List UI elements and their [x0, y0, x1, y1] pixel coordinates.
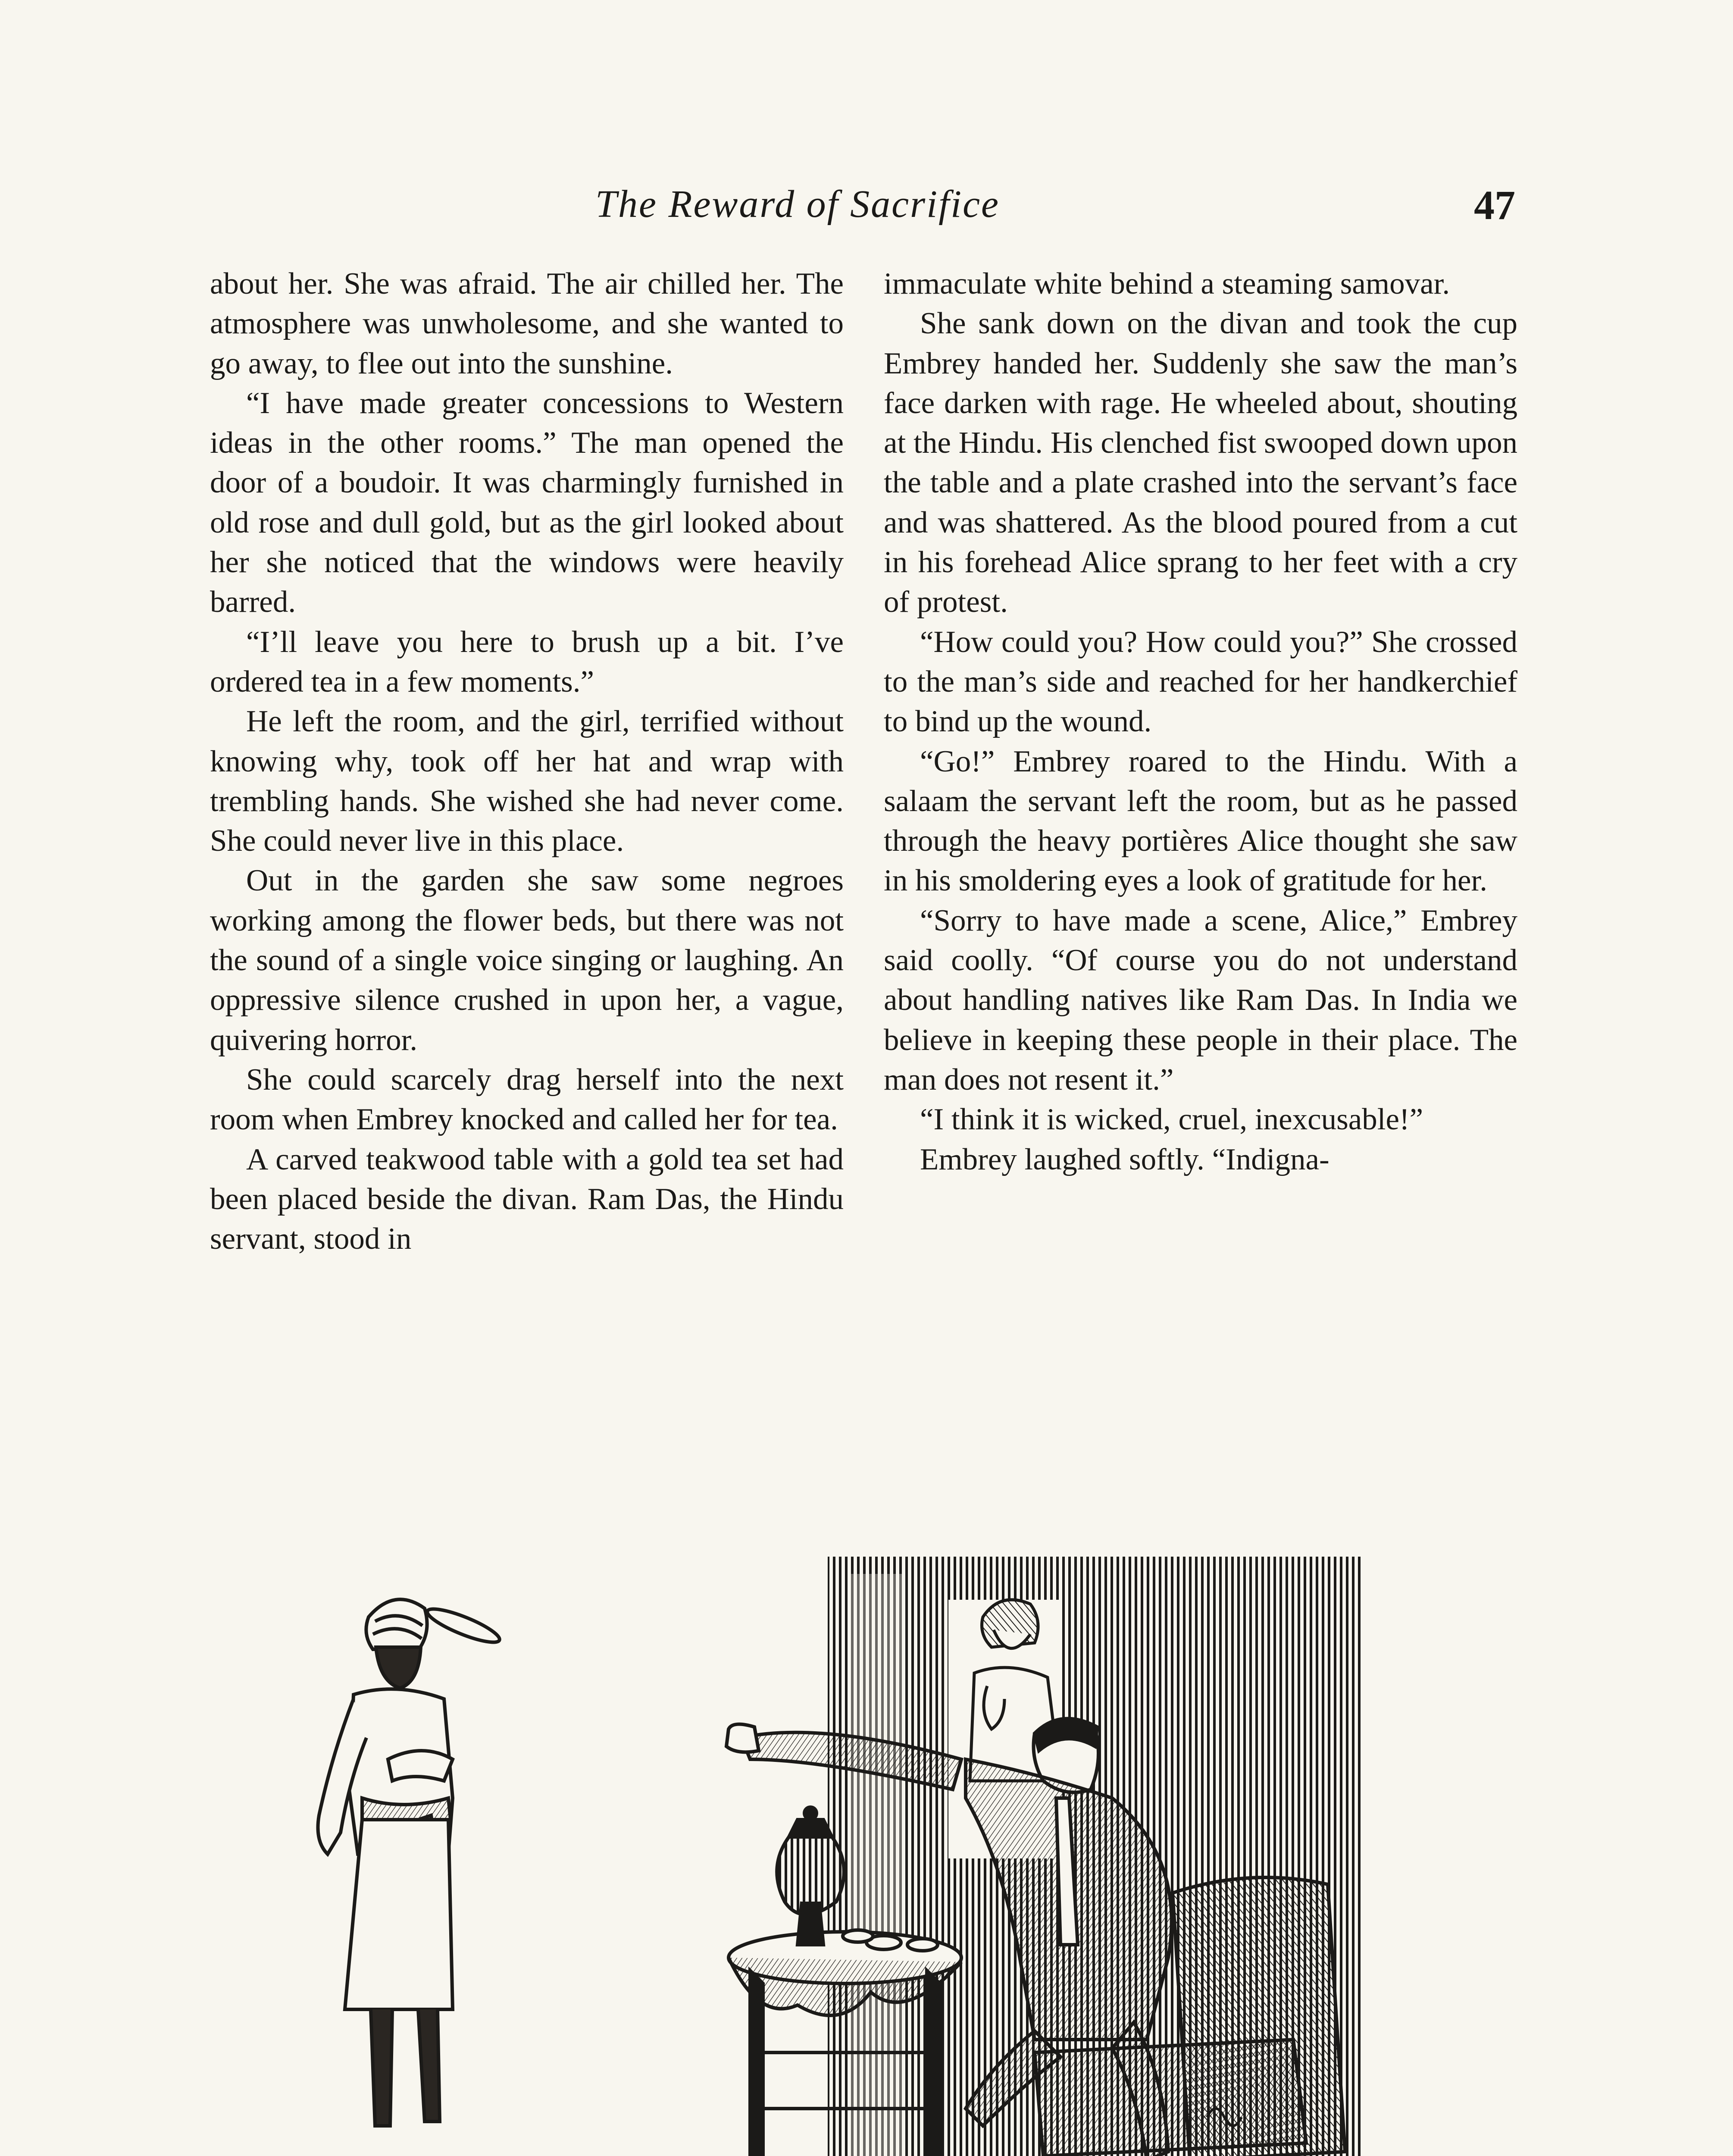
paragraph: Out in the garden she saw some negroes working among the flower beds, but there was not the sound of a single voice singing or laughing. An oppressive silence crushed in upon her, a vague, quivering horror. [210, 864, 844, 1057]
paragraph: She sank down on the divan and took the cup Embrey handed her. Suddenly she saw the man’s face darken with rage. He wheeled about, shouting at the Hindu. His clenched fist swooped down upon the table and a plate crashed into the servant’s face and was shattered. As the blood poured from a cut in his forehead Alice sprang to her feet with a cry of protest. [884, 307, 1517, 619]
paragraph: “I have made greater concessions to Western ideas in the other rooms.” The man opened the door of a boudoir. It was charmingly furnished in old rose and dull gold, but as the girl looked about her she noticed that the windows were heavily barred. [210, 386, 844, 619]
paragraph: “How could you? How could you?” She crossed to the man’s side and reached for her handkerchief to bind up the wound. [884, 625, 1517, 739]
paragraph: He left the room, and the girl, terrified without knowing why, took off her hat and wrap with trembling hands. She wished she had never come. She could never live in this place. [210, 705, 844, 858]
paragraph: immaculate white behind a steaming samovar. [884, 267, 1450, 301]
paragraph: A carved teakwood table with a gold tea set had been placed beside the divan. Ram Das, the Hindu servant, stood in [210, 1142, 844, 1256]
paragraph: She could scarcely drag herself into the next room when Embrey knocked and called her for tea. [210, 1062, 844, 1137]
hindu-servant-figure [318, 1599, 503, 2126]
paragraph: “Sorry to have made a scene, Alice,” Embrey said coolly. “Of course you do not understand about handling natives like Ram Das. In India we believe in keeping these people in their place. The man does not resent it.” [884, 903, 1517, 1097]
page-number: 47 [1474, 182, 1515, 228]
paragraph: “I’ll leave you here to brush up a bit. I’ve ordered tea in a few moments.” [210, 625, 844, 699]
running-title: The Reward of Sacrifice [595, 183, 1000, 226]
paragraph: Embrey laughed softly. “Indigna- [920, 1142, 1329, 1176]
paragraph: “Go!” Embrey roared to the Hindu. With a salaam the servant left the room, but as he passed through the heavy portières Alice thought she saw in his smoldering eyes a look of gratitude for her. [884, 744, 1517, 898]
paragraph: “I think it is wicked, cruel, inexcusable!” [920, 1103, 1423, 1137]
story-illustration [302, 1557, 1440, 2156]
paragraph: about her. She was afraid. The air chilled her. The atmosphere was unwholesome, and she wanted to go away, to flee out into the sunshine. [210, 267, 844, 380]
right-text-column [884, 264, 1517, 1179]
left-text-column [210, 264, 844, 1259]
